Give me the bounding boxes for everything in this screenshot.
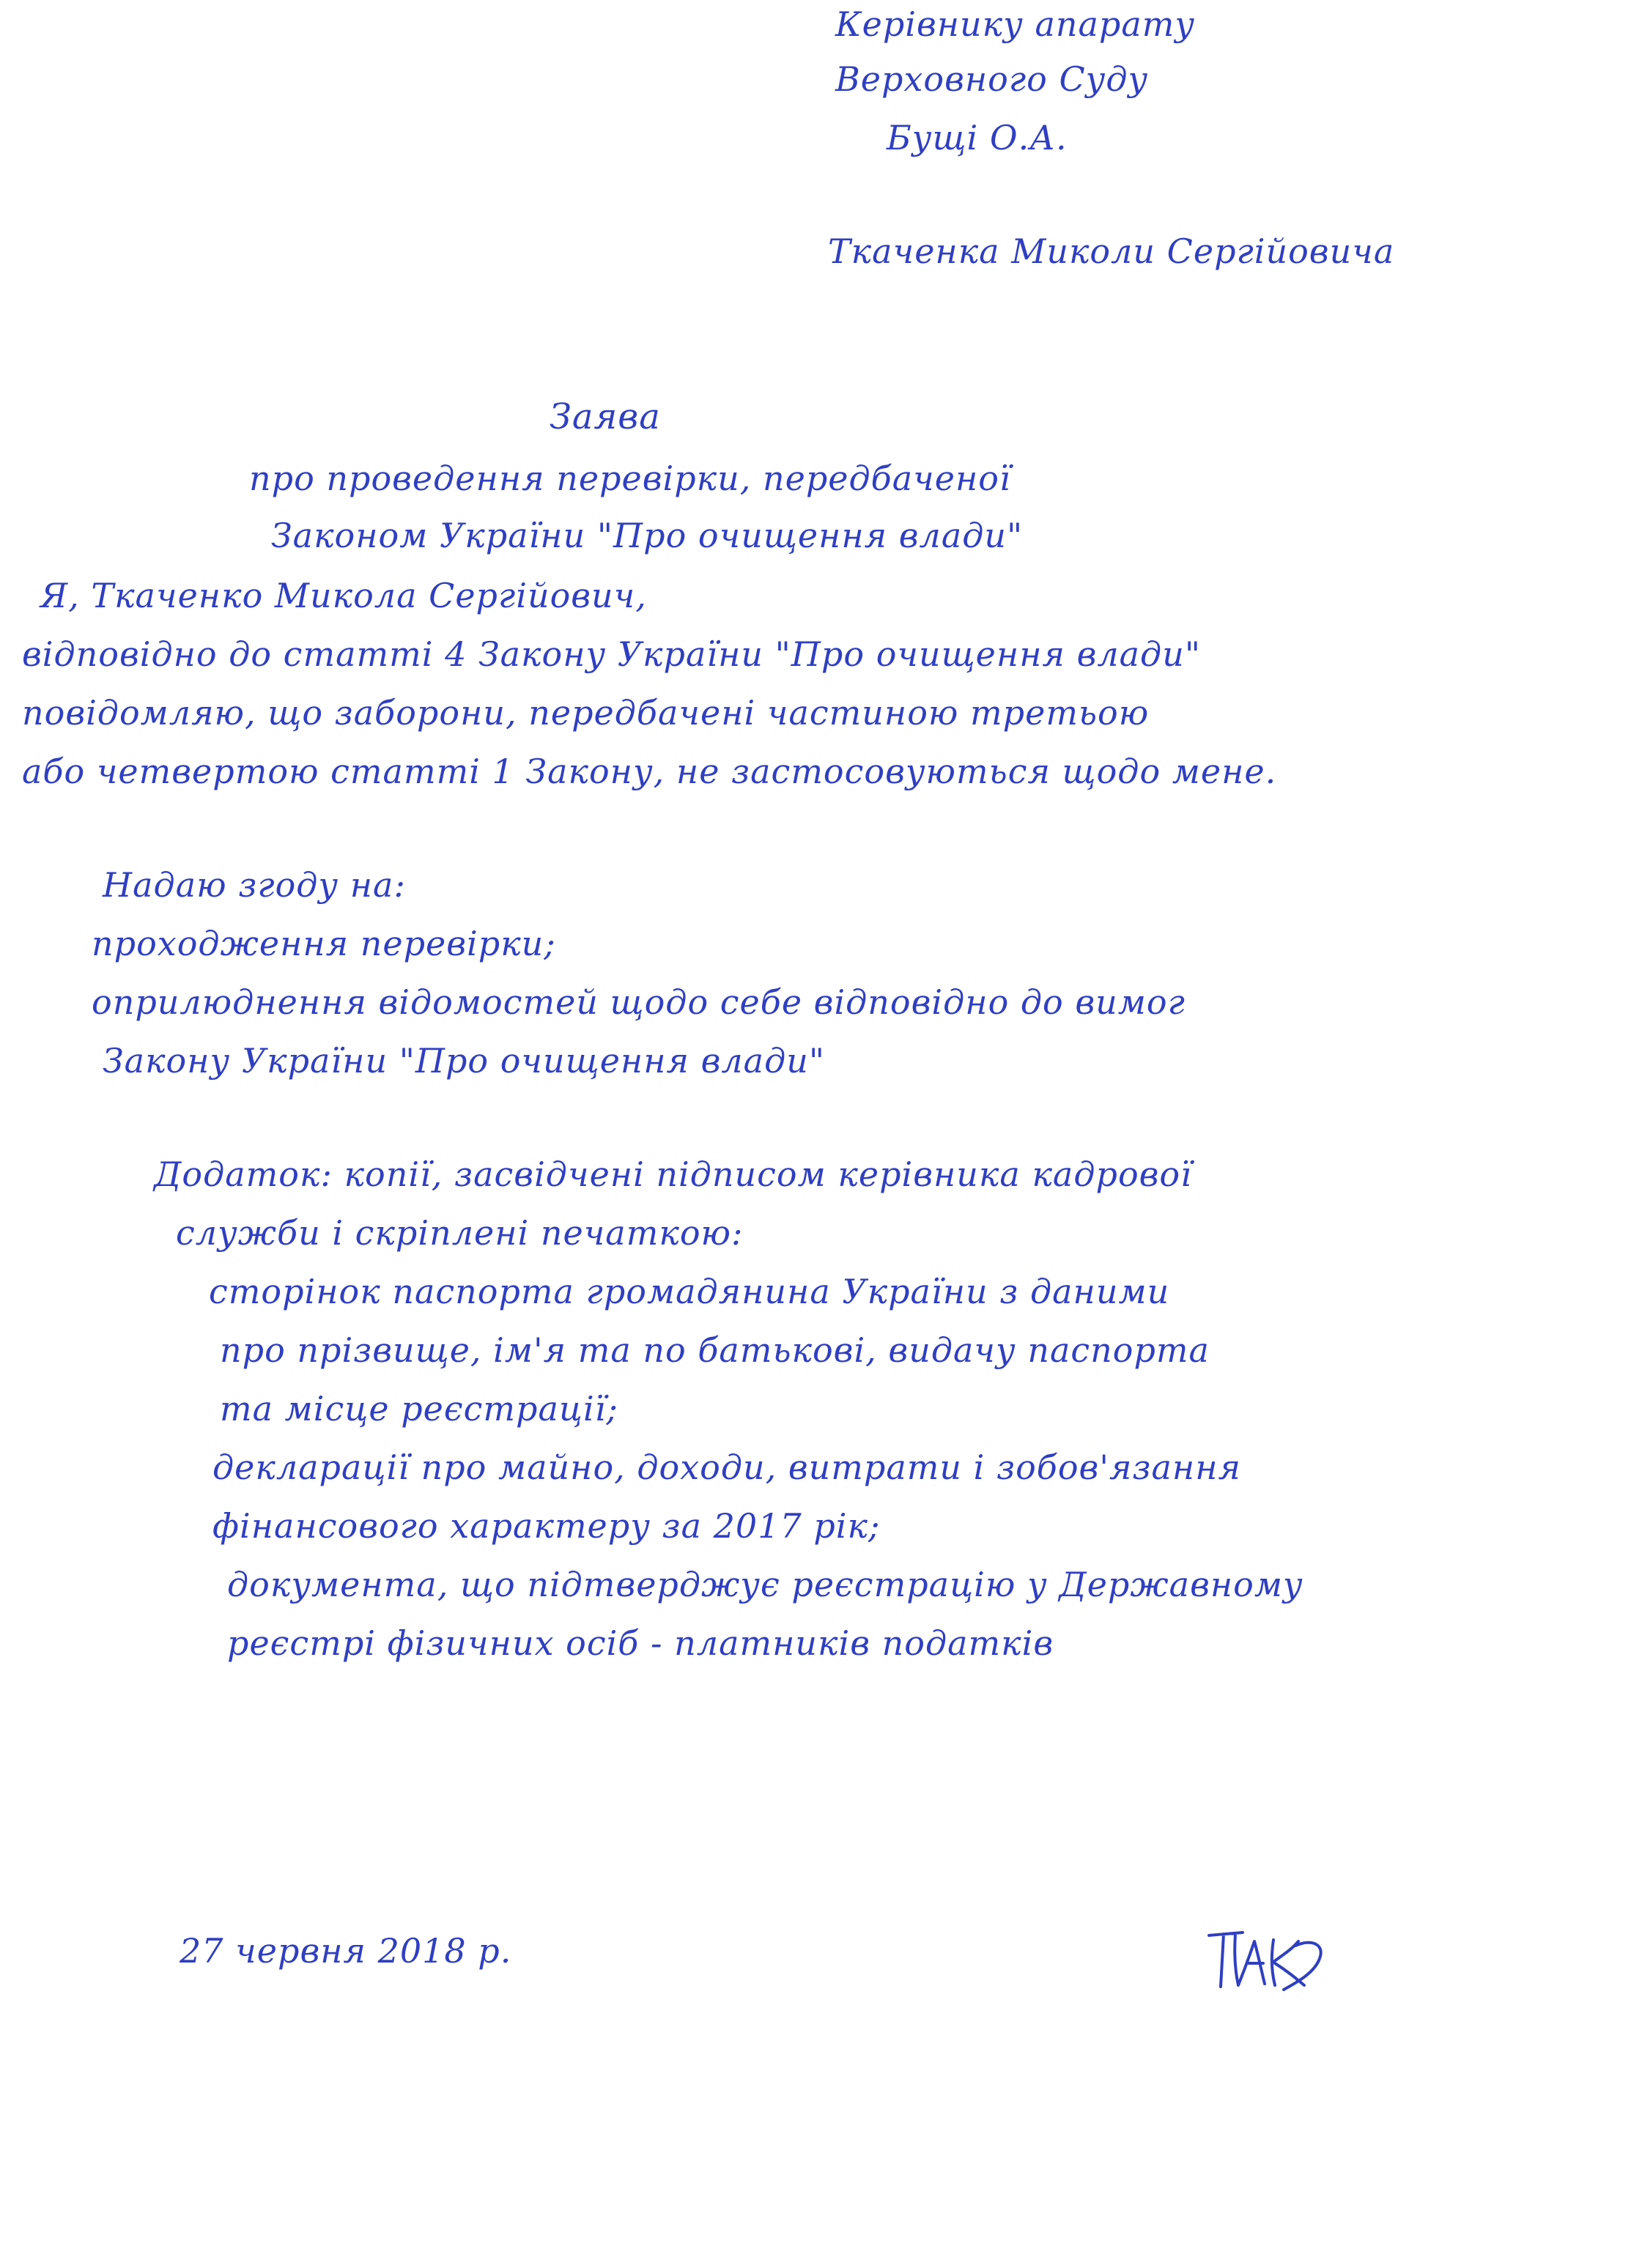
addressee-line-2: Верховного Суду (835, 59, 1149, 99)
attachment-line-7: фінансового характеру за 2017 рік; (212, 1506, 881, 1546)
body-line-2: відповідно до статті 4 Закону України "Про очищення влади" (22, 634, 1201, 674)
attachment-line-2: служби і скріплені печаткою: (176, 1213, 744, 1253)
title-line-1: про проведення перевірки, передбаченої (249, 459, 1011, 498)
consent-line-3: оприлюднення відомостей щодо себе відповідно до вимог (92, 982, 1186, 1022)
consent-line-1: Надаю згоду на: (103, 865, 406, 905)
attachment-line-3: сторінок паспорта громадянина України з даними (209, 1272, 1170, 1311)
body-line-4: або четвертою статті 1 Закону, не застосовуються щодо мене. (22, 752, 1277, 791)
body-line-1: Я, Ткаченко Микола Сергійович, (40, 576, 647, 615)
title-line-2: Законом України "Про очищення влади" (271, 516, 1024, 555)
attachment-line-5: та місце реєстрації; (220, 1389, 618, 1428)
attachment-line-1: Додаток: копії, засвідчені підписом керівника кадрової (154, 1155, 1192, 1194)
addressee-line-3: Бущі О.А. (887, 118, 1068, 158)
attachment-line-6: декларації про майно, доходи, витрати і зобов'язання (212, 1448, 1241, 1487)
attachment-line-9: реєстрі фізичних осіб - платників податків (227, 1623, 1054, 1663)
addressee-line-1: Керівнику апарату (835, 4, 1196, 44)
applicant-from-line: Ткаченка Миколи Сергійовича (828, 231, 1395, 271)
document-date: 27 червня 2018 р. (180, 1931, 512, 1971)
document-heading: Заява (550, 396, 661, 437)
handwritten-signature (1202, 1919, 1334, 2000)
consent-line-2: проходження перевірки; (92, 924, 556, 963)
consent-line-4: Закону України "Про очищення влади" (103, 1041, 826, 1081)
attachment-line-4: про прізвище, ім'я та по батькові, видачу паспорта (220, 1330, 1210, 1370)
body-line-3: повідомляю, що заборони, передбачені частиною третьою (22, 693, 1150, 733)
attachment-line-8: документа, що підтверджує реєстрацію у Державному (227, 1565, 1303, 1604)
